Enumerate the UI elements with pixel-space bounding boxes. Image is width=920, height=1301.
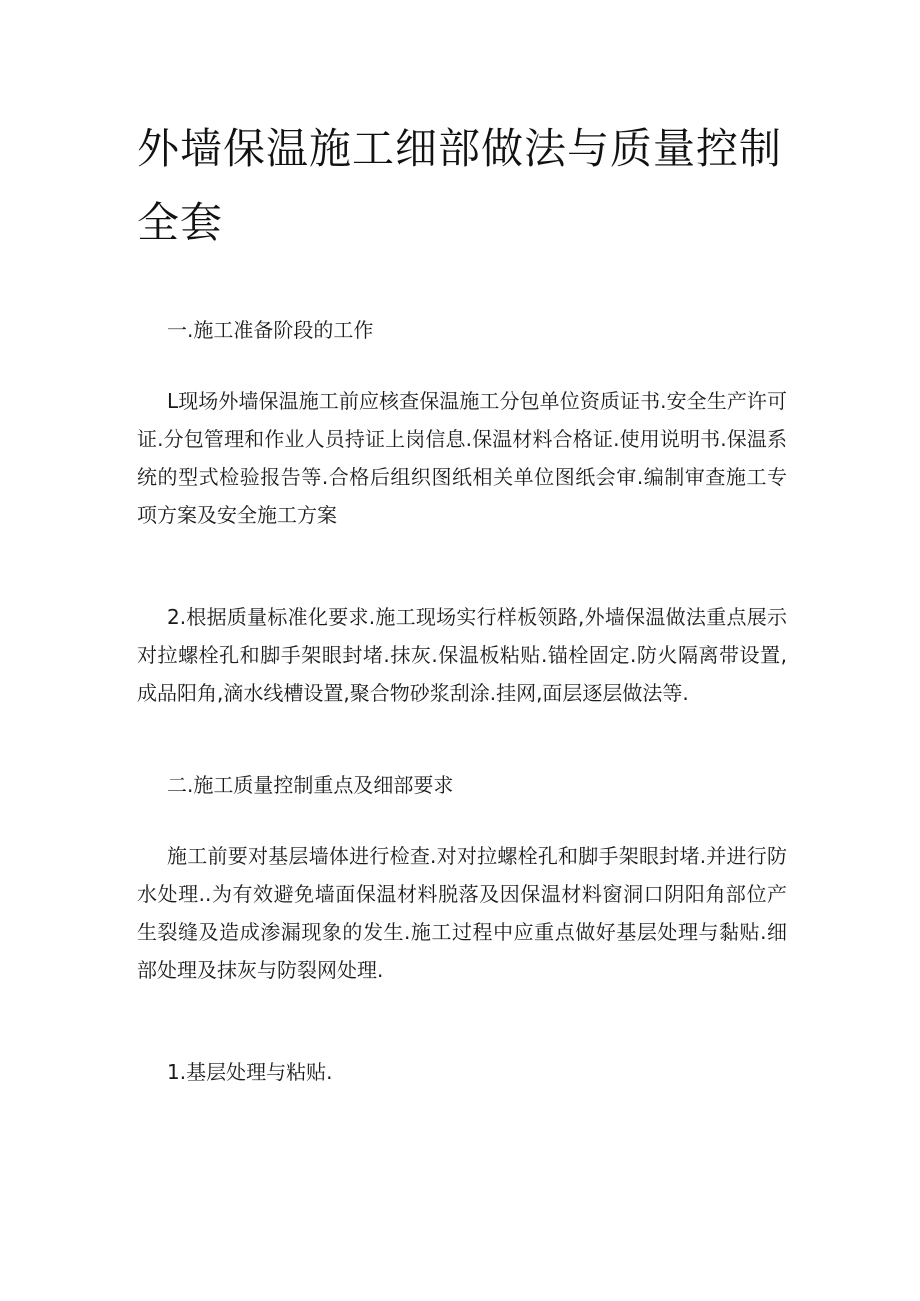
section-heading-quality-control: 二.施工质量控制重点及细部要求 — [167, 773, 454, 797]
paragraph-qualification-check: L现场外墙保温施工前应核查保温施工分包单位资质证书.安全生产许可证.分包管理和作业人员持证上岗信息.保温材料合格证.使用说明书.保温系统的型式检验报告等.合格后组织图纸相关单位图纸会审.编制审查施工专项方案及安全施工方案 — [137, 389, 787, 527]
document-title: 外墙保温施工细部做法与质量控制全套 — [137, 124, 783, 247]
subsection-heading-base-treatment: 1.基层处理与粘贴. — [167, 1060, 333, 1084]
paragraph-sample-standard: 2.根据质量标准化要求.施工现场实行样板领路,外墙保温做法重点展示对拉螺栓孔和脚手架眼封堵.抹灰.保温板粘贴.锚栓固定.防火隔离带设置,成品阳角,滴水线槽设置,聚合物砂浆刮涂.挂网,面层逐层做法等. — [137, 605, 787, 705]
section-heading-preparation: 一.施工准备阶段的工作 — [167, 318, 374, 342]
paragraph-base-inspection: 施工前要对基层墙体进行检查.对对拉螺栓孔和脚手架眼封堵.并进行防水处理..为有效避免墙面保温材料脱落及因保温材料窗洞口阴阳角部位产生裂缝及造成渗漏现象的发生.施工过程中应重点做好基层处理与黏贴.细部处理及抹灰与防裂网处理. — [137, 844, 787, 982]
